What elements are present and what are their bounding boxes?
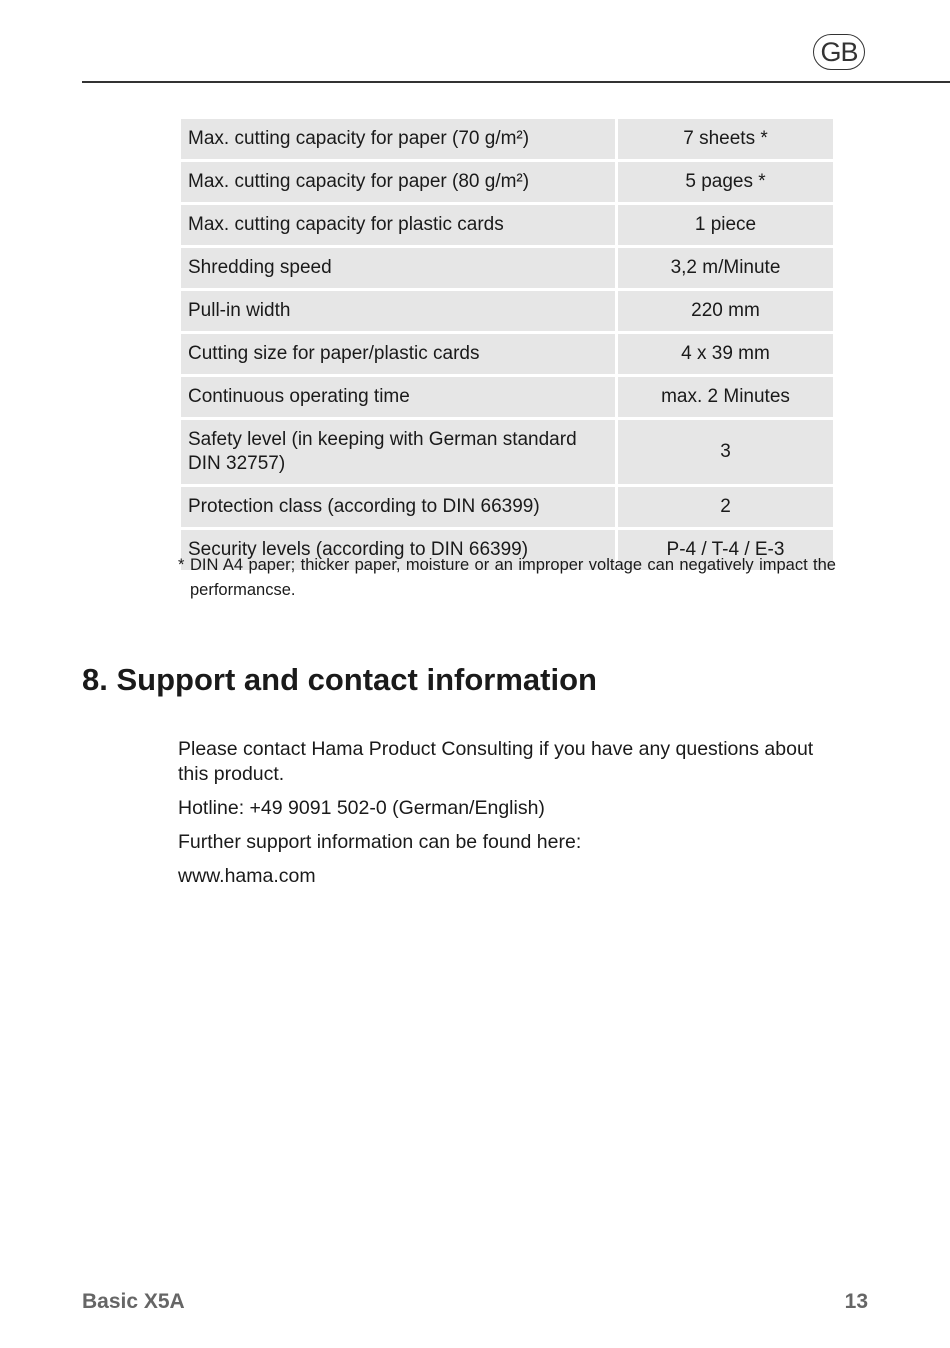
spec-value: 3,2 m/Minute	[618, 248, 833, 288]
table-row	[181, 377, 833, 417]
spec-label: Pull-in width	[181, 291, 615, 331]
table-row	[181, 334, 833, 374]
table-row	[181, 420, 833, 484]
spec-label: Protection class (according to DIN 66399)	[181, 487, 615, 527]
footer-product-name: Basic X5A	[82, 1290, 185, 1313]
table-row	[181, 119, 833, 159]
table-row	[181, 291, 833, 331]
spec-label: Continuous operating time	[181, 377, 615, 417]
spec-label: Cutting size for paper/plastic cards	[181, 334, 615, 374]
spec-label: Safety level (in keeping with German standard DIN 32757)	[181, 420, 615, 484]
spec-value: 5 pages *	[618, 162, 833, 202]
spec-value: 7 sheets *	[618, 119, 833, 159]
spec-label: Shredding speed	[181, 248, 615, 288]
spec-value: P-4 / T-4 / E-3	[618, 530, 833, 570]
spec-value: 220 mm	[618, 291, 833, 331]
hotline-text: Hotline: +49 9091 502-0 (German/English)	[178, 797, 545, 819]
spec-value: 3	[618, 420, 833, 484]
spec-value: 2	[618, 487, 833, 527]
spec-label: Security levels (according to DIN 66399)	[181, 530, 615, 570]
footnote-text: DIN A4 paper; thicker paper, moisture or an improper voltage can negatively impact the performancse.	[190, 556, 836, 599]
table-row	[181, 487, 833, 527]
section-heading: 8. Support and contact information	[82, 662, 597, 697]
spec-value: 4 x 39 mm	[618, 334, 833, 374]
table-row	[181, 205, 833, 245]
spec-label: Max. cutting capacity for paper (70 g/m²)	[181, 119, 615, 159]
specifications-table	[178, 116, 836, 573]
support-section	[178, 737, 848, 898]
table-footnote	[178, 553, 836, 603]
support-info-text: Further support information can be found here:	[178, 831, 582, 853]
support-intro: Please contact Hama Product Consulting if you have any questions about this product.	[178, 738, 814, 785]
spec-value: max. 2 Minutes	[618, 377, 833, 417]
spec-value: 1 piece	[618, 205, 833, 245]
table-row	[181, 248, 833, 288]
spec-label: Max. cutting capacity for paper (80 g/m²)	[181, 162, 615, 202]
footer-page-number: 13	[844, 1290, 868, 1313]
header-divider	[82, 81, 950, 83]
language-badge: GB	[813, 34, 865, 70]
table-row	[181, 162, 833, 202]
footnote-marker: *	[178, 556, 185, 574]
spec-label: Max. cutting capacity for plastic cards	[181, 205, 615, 245]
website-text: www.hama.com	[178, 865, 316, 887]
